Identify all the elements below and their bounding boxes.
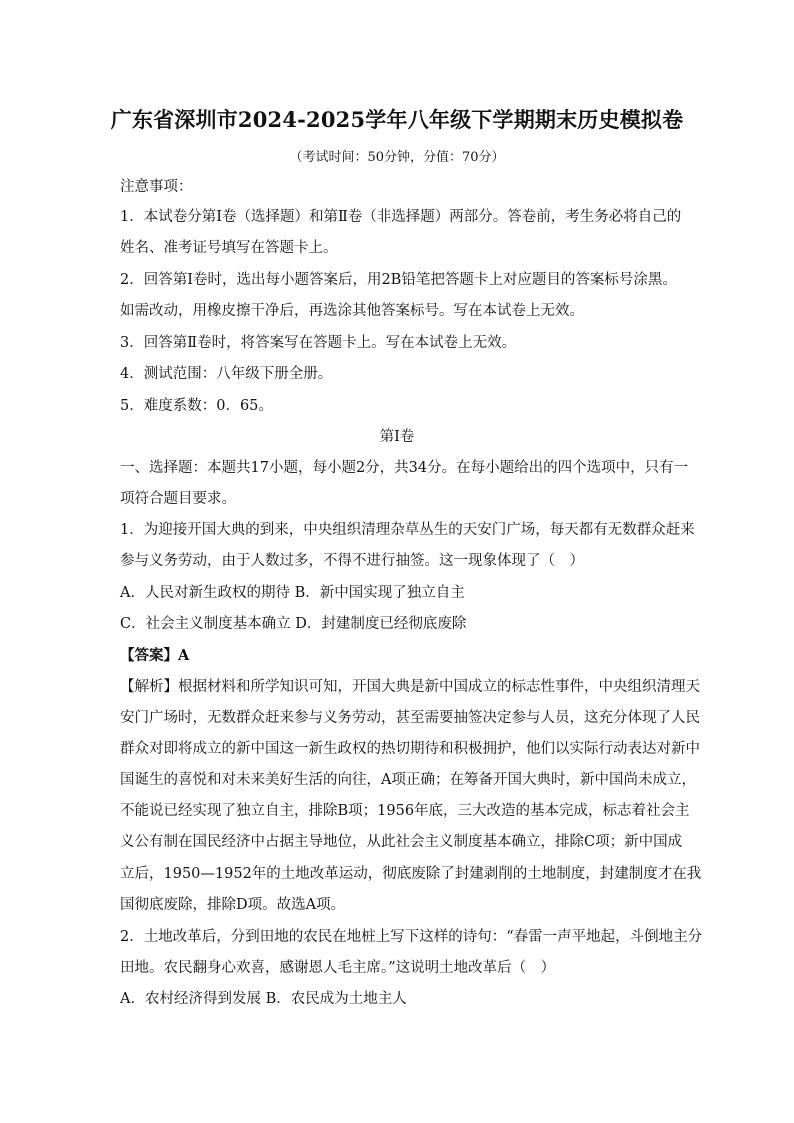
question-stem: 参与义务劳动，由于人数过多，不得不进行抽签。这一现象体现了（ ） [120, 553, 584, 569]
section-title: 第Ⅰ卷 [379, 429, 415, 445]
analysis-line: 安门广场时，无数群众赶来参与义务劳动，甚至需要抽签决定参与人员，这充分体现了人民 [120, 710, 700, 726]
notice-heading: 注意事项： [120, 179, 193, 195]
part-intro-line: 项符合题目要求。 [120, 491, 236, 507]
notice-line: 姓名、准考证号填写在答题卡上。 [120, 240, 338, 256]
notice-line: 4．测试范围：八年级下册全册。 [120, 366, 333, 382]
question-stem: 1．为迎接开国大典的到来，中央组织清理杂草丛生的天安门广场，每天都有无数群众赶来 [120, 522, 695, 538]
exam-info: （考试时间：50分钟，分值：70分） [289, 150, 505, 165]
analysis-line: 国彻底废除，排除D项。故选A项。 [120, 897, 346, 913]
answer-label: 【答案】A [120, 647, 190, 664]
analysis-line: 义公有制在国民经济中占据主导地位，从此社会主义制度基本确立，排除C项；新中国成 [120, 834, 683, 850]
analysis-line: 不能说已经实现了独立自主，排除B项；1956年底，三大改造的基本完成，标志着社会主 [120, 803, 690, 819]
analysis-line: 群众对即将成立的新中国这一新生政权的热切期待和积极拥护，他们以实际行动表达对新中 [120, 741, 700, 757]
part-intro-line: 一、选择题：本题共17小题，每小题2分，共34分。在每小题给出的四个选项中，只有一 [120, 460, 689, 476]
question-option: C．社会主义制度基本确立 D．封建制度已经彻底废除 [120, 616, 467, 632]
question-option: A．农村经济得到发展 B．农民成为土地主人 [120, 991, 407, 1007]
notice-line: 5．难度系数：0．65。 [120, 398, 273, 414]
question-stem: 2．土地改革后，分到田地的农民在地桩上写下这样的诗句：“春雷一声平地起，斗倒地主分 [120, 929, 703, 945]
question-stem: 田地。农民翻身心欢喜，感谢恩人毛主席。”这说明土地改革后（ ） [120, 960, 556, 976]
question-option: A．人民对新生政权的期待 B．新中国实现了独立自主 [120, 585, 465, 601]
page-title: 广东省深圳市2024-2025学年八年级下学期期末历史模拟卷 [110, 107, 684, 132]
analysis-line: 立后，1950—1952年的土地改革运动，彻底废除了封建剥削的土地制度，封建制度才在我 [120, 866, 702, 882]
notice-line: 1．本试卷分第Ⅰ卷（选择题）和第Ⅱ卷（非选择题）两部分。答卷前，考生务必将自己的 [120, 209, 682, 225]
analysis-line: 国诞生的喜悦和对未来美好生活的向往，A项正确；在筹备开国大典时，新中国尚未成立， [120, 772, 696, 788]
notice-line: 2．回答第Ⅰ卷时，选出每小题答案后，用2B铅笔把答题卡上对应题目的答案标号涂黑。 [120, 272, 677, 288]
notice-line: 如需改动，用橡皮擦干净后，再选涂其他答案标号。写在本试卷上无效。 [120, 303, 584, 319]
notice-line: 3．回答第Ⅱ卷时，将答案写在答题卡上。写在本试卷上无效。 [120, 335, 517, 351]
analysis-line: 【解析】根据材料和所学知识可知，开国大典是新中国成立的标志性事件，中央组织清理天 [120, 679, 700, 695]
